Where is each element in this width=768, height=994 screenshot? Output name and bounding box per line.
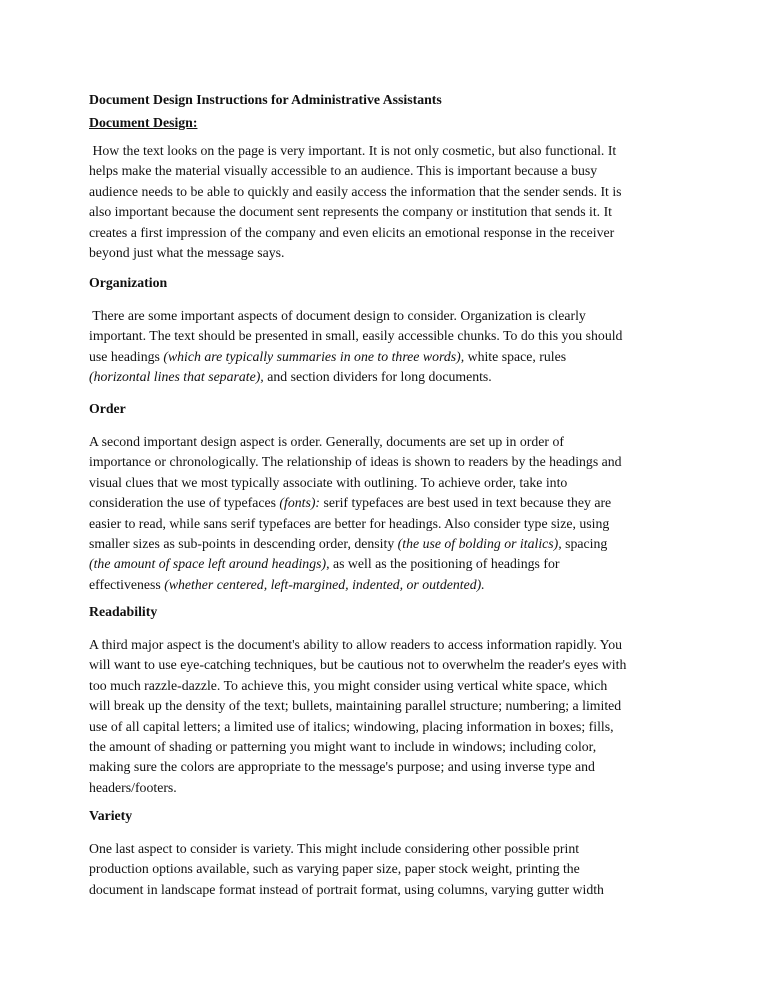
text-run: effectiveness [89,576,165,592]
paragraph-line [89,326,729,346]
text-run: consideration the use of typefaces [89,495,280,511]
section-order [89,399,729,595]
section-heading: Organization [89,275,168,290]
italic-text: (which are typically summaries in one to three words), [163,348,465,364]
paragraph-line [89,367,729,387]
text-run: smaller sizes as sub-points in descending order, density [89,535,398,551]
paragraph-line [89,575,729,595]
text-run: too much razzle-dazzle. To achieve this, you might consider using vertical white space, which [89,677,608,693]
paragraph-line [89,161,729,181]
paragraph-line [89,202,729,222]
document-subtitle [89,113,729,133]
paragraph-line [89,880,729,900]
paragraph-line [89,514,729,534]
italic-text: (the amount of space left around headings) [89,556,327,572]
italic-text: (horizontal lines that separate), [89,369,264,385]
paragraph-line [89,534,729,554]
paragraph-line [89,452,729,472]
text-run: One last aspect to consider is variety. This might include considering other possible print [89,840,580,856]
text-run: production options available, such as varying paper size, paper stock weight, printing the [89,861,580,877]
text-run: use of all capital letters; a limited use of italics; windowing, placing information in boxes; fills, [89,718,614,734]
paragraph-line [89,717,729,737]
text-run: There are some important aspects of document design to consider. Organization is clearly [89,307,586,323]
text-run: headers/footers. [89,779,177,795]
paragraph-line [89,635,729,655]
paragraph-line [89,223,729,243]
text-run: beyond just what the message says. [89,244,285,260]
section-heading: Variety [89,808,133,823]
document-title [89,90,729,110]
text-run: making sure the colors are appropriate to the message's purpose; and using inverse type and [89,759,595,775]
text-run: white space, rules [464,348,567,364]
paragraph-line [89,306,729,326]
text-run: creates a first impression of the company and even elicits an emotional response in the receiver [89,224,615,240]
italic-text: (fonts): [279,495,321,511]
paragraph-line [89,432,729,452]
paragraph-line [89,554,729,574]
paragraph-line [89,859,729,879]
text-run: and section dividers for long documents. [263,369,492,385]
text-run: helps make the material visually accessible to an audience. This is important because a busy [89,163,598,179]
section-heading: Order [89,401,126,416]
paragraph-line [89,778,729,798]
italic-text: (whether centered, left-margined, indented, or outdented). [164,576,485,592]
section-heading: Readability [89,604,158,619]
text-run: visual clues that we most typically associate with outlining. To achieve order, take into [89,474,568,490]
text-run: use headings [89,348,164,364]
text-run: important. The text should be presented in small, easily accessible chunks. To do this you should [89,328,623,344]
text-run: importance or chronologically. The relationship of ideas is shown to readers by the headings and [89,454,622,470]
text-run: , as well as the positioning of headings for [326,556,560,572]
paragraph-line [89,737,729,757]
paragraph-line [89,243,729,263]
title-text: Document Design Instructions for Administrative Assistants [89,92,442,107]
paragraph-line [89,696,729,716]
text-run: also important because the document sent represents the company or institution that sends it. It [89,204,613,220]
paragraph-line [89,839,729,859]
paragraph-line [89,347,729,367]
text-run: How the text looks on the page is very important. It is not only cosmetic, but also functional. It [89,143,617,158]
section-readability [89,602,729,798]
text-run: the amount of shading or patterning you might want to include in windows; including color, [89,738,597,754]
paragraph-line [89,473,729,493]
text-run: will break up the density of the text; bullets, maintaining parallel structure; numbering; a limited [89,698,622,714]
text-run: A third major aspect is the document's ability to allow readers to access information rapidly. You [89,636,623,652]
text-run: easier to read, while sans serif typefaces are better for headings. Also consider type size, using [89,515,610,531]
subtitle-text: Document Design: [89,115,198,130]
paragraph-line [89,757,729,777]
text-run: audience needs to be able to quickly and easily access the information that the sender sends. It is [89,183,622,199]
italic-text: (the use of bolding or italics), [397,535,562,551]
text-run: serif typefaces are best used in text because they are [320,495,612,511]
section-variety [89,806,729,900]
paragraph-line [89,655,729,675]
paragraph-line [89,141,729,161]
text-run: will want to use eye-catching techniques, but be cautious not to overwhelm the reader's eyes with [89,657,627,673]
text-run: document in landscape format instead of portrait format, using columns, varying gutter width [89,881,604,897]
section-intro [89,141,729,263]
text-run: A second important design aspect is order. Generally, documents are set up in order of [89,433,564,449]
paragraph-line [89,676,729,696]
section-organization [89,273,729,388]
text-run: spacing [561,535,608,551]
paragraph-line [89,493,729,513]
paragraph-line [89,182,729,202]
